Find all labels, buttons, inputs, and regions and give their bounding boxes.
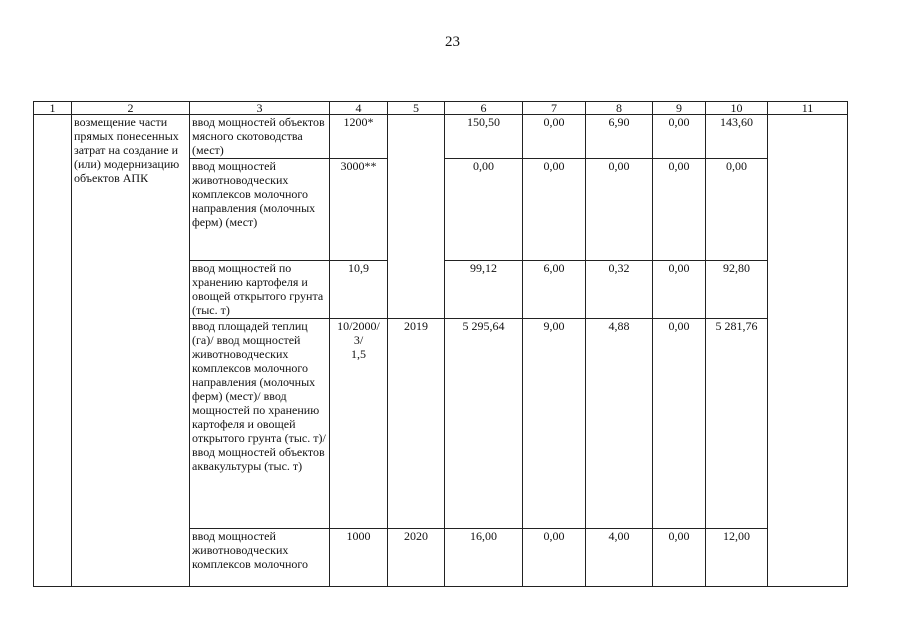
value-cell: 4,00 [586,529,653,587]
year-cell: 2019 [388,319,445,529]
description-cell: ввод площадей теплиц (га)/ ввод мощностей животноводческих комплексов молочного направления (молочных ферм) (мест)/ ввод мощностей по хранению картофеля и овощей открытого грунта (тыс. т)/ ввод мощностей объектов аквакультуры (тыс. т) [190,319,330,529]
header-cell: 3 [190,102,330,115]
description-cell: ввод мощностей объектов мясного скотоводства (мест) [190,115,330,159]
description-cell: ввод мощностей животноводческих комплексов молочного направления (молочных ферм) (мест) [190,159,330,261]
value-cell: 0,32 [586,261,653,319]
value-cell: 0,00 [523,159,586,261]
value-cell: 6,90 [586,115,653,159]
header-cell: 4 [330,102,388,115]
page-number: 23 [445,34,460,50]
header-cell: 7 [523,102,586,115]
description-cell: ввод мощностей по хранению картофеля и овощей открытого грунта (тыс. т) [190,261,330,319]
table-header-row [34,102,848,115]
value-cell: 6,00 [523,261,586,319]
value-cell: 0,00 [653,261,706,319]
value-cell: 3000** [330,159,388,261]
value-cell: 5 295,64 [445,319,523,529]
description-cell: ввод мощностей животноводческих комплексов молочного [190,529,330,587]
value-cell: 10,9 [330,261,388,319]
value-cell: 99,12 [445,261,523,319]
value-cell: 0,00 [445,159,523,261]
value-cell: 9,00 [523,319,586,529]
value-cell: 0,00 [653,319,706,529]
value-cell: 12,00 [706,529,768,587]
measure-name-cell: возмещение части прямых понесенных затрат на создание и (или) модернизацию объектов АПК [72,115,190,587]
col1-cell [34,115,72,587]
header-cell: 5 [388,102,445,115]
value-cell: 0,00 [653,115,706,159]
header-cell: 8 [586,102,653,115]
value-cell: 10/2000/ 3/ 1,5 [330,319,388,529]
value-cell: 0,00 [523,115,586,159]
value-cell: 5 281,76 [706,319,768,529]
header-cell: 10 [706,102,768,115]
value-cell: 0,00 [706,159,768,261]
header-cell: 1 [34,102,72,115]
value-cell: 143,60 [706,115,768,159]
value-cell: 92,80 [706,261,768,319]
value-cell: 16,00 [445,529,523,587]
header-cell: 9 [653,102,706,115]
header-cell: 6 [445,102,523,115]
year-cell [388,115,445,319]
value-cell: 0,00 [586,159,653,261]
col11-cell [768,115,848,587]
value-cell: 4,88 [586,319,653,529]
header-cell: 2 [72,102,190,115]
data-table [33,101,848,587]
table-row [34,115,848,159]
value-cell: 1000 [330,529,388,587]
value-cell: 0,00 [653,529,706,587]
header-cell: 11 [768,102,848,115]
year-cell: 2020 [388,529,445,587]
value-cell: 1200* [330,115,388,159]
value-cell: 150,50 [445,115,523,159]
value-cell: 0,00 [653,159,706,261]
value-cell: 0,00 [523,529,586,587]
